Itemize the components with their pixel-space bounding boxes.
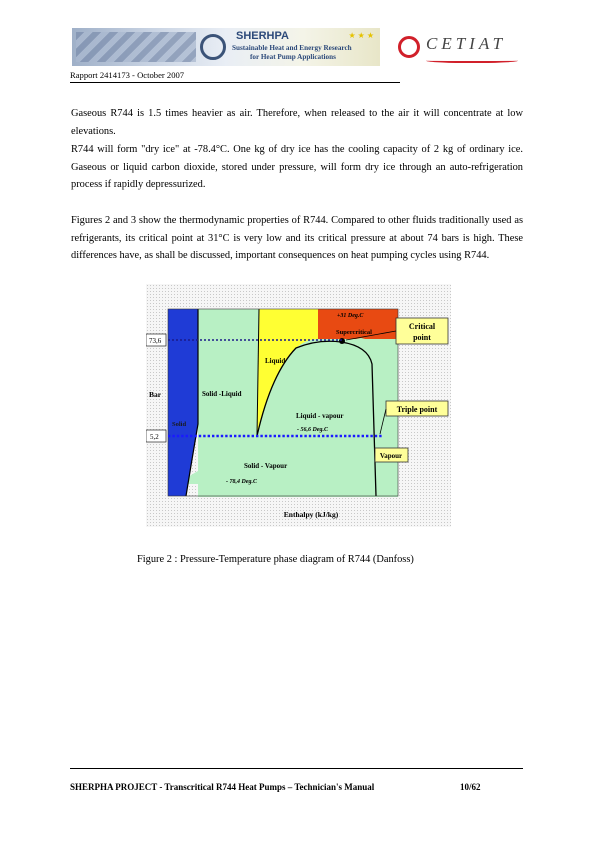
callout-vapour-text: Vapour — [379, 452, 403, 460]
label-solid-vapour: Solid - Vapour — [244, 462, 288, 470]
cetiat-logo — [398, 34, 523, 64]
page-number: 10/62 — [460, 782, 481, 792]
eu-stars-icon: ★★★ — [348, 31, 376, 40]
label-solid: Solid — [172, 421, 187, 428]
label-sublimation-temp: - 78,4 Deg.C — [226, 479, 257, 485]
x-axis-label: Enthalpy (kJ/kg) — [283, 510, 339, 519]
label-critical-temp: +31 Deg.C — [337, 313, 364, 319]
cetiat-wordmark: CETIAT — [426, 34, 507, 53]
label-solid-liquid: Solid -Liquid — [202, 390, 242, 398]
label-supercritical: Supercritical — [336, 329, 372, 336]
swirl-icon — [200, 34, 226, 60]
paragraph: Gaseous R744 is 1.5 times heavier as air. Therefore, when released to the air it will concentrate at low elevations. — [71, 108, 523, 137]
footer-title: SHERPHA PROJECT - Transcritical R744 Heat Pumps – Technician's Manual — [70, 782, 375, 792]
y-axis-label: Bar — [149, 390, 162, 399]
callout-critical-line-2: point — [413, 333, 431, 342]
tick-critical-pressure: 73,6 — [149, 337, 162, 345]
banner-title: SHERHPA — [236, 30, 289, 42]
cetiat-ring-icon — [398, 36, 420, 58]
paragraph: R744 will form "dry ice" at -78.4°C. One kg of dry ice has the cooling capacity of 2 kg of ordinary ice. Gaseous or liquid carbon dioxide, stored under pressure, will form dry ice through an auto-refrigeration process if rapidly depressurized. — [71, 144, 523, 191]
label-liquid: Liquid — [265, 357, 286, 365]
report-reference: Rapport 2414173 - October 2007 — [70, 70, 185, 80]
tick-triple-pressure: 5,2 — [150, 433, 159, 441]
figure-caption: Figure 2 : Pressure-Temperature phase diagram of R744 (Danfoss) — [137, 554, 414, 565]
phase-diagram — [146, 284, 451, 527]
paragraph: Figures 2 and 3 show the thermodynamic properties of R744. Compared to other fluids traditionally used as refrigerants, its critical point at 31°C is very low and its critical pressure at about 74 bars is high. These differences have, as shall be discussed, important consequences on heat pumping cycles using R744. — [71, 215, 523, 262]
callout-critical-line-1: Critical — [408, 322, 436, 331]
sherhpa-banner-logo — [72, 28, 380, 66]
banner-subtitle-2: for Heat Pump Applications — [250, 53, 336, 61]
critical-point-marker — [339, 338, 345, 344]
cetiat-swoosh-icon — [426, 57, 518, 63]
solar-panel-graphic — [76, 32, 196, 62]
header-divider — [70, 82, 400, 83]
footer-divider — [70, 768, 523, 769]
callout-triple-text: Triple point — [396, 405, 438, 414]
banner-subtitle-1: Sustainable Heat and Energy Research — [232, 44, 352, 52]
label-liquid-vapour: Liquid - vapour — [296, 412, 344, 420]
label-triple-temp: - 56,6 Deg.C — [297, 427, 328, 433]
